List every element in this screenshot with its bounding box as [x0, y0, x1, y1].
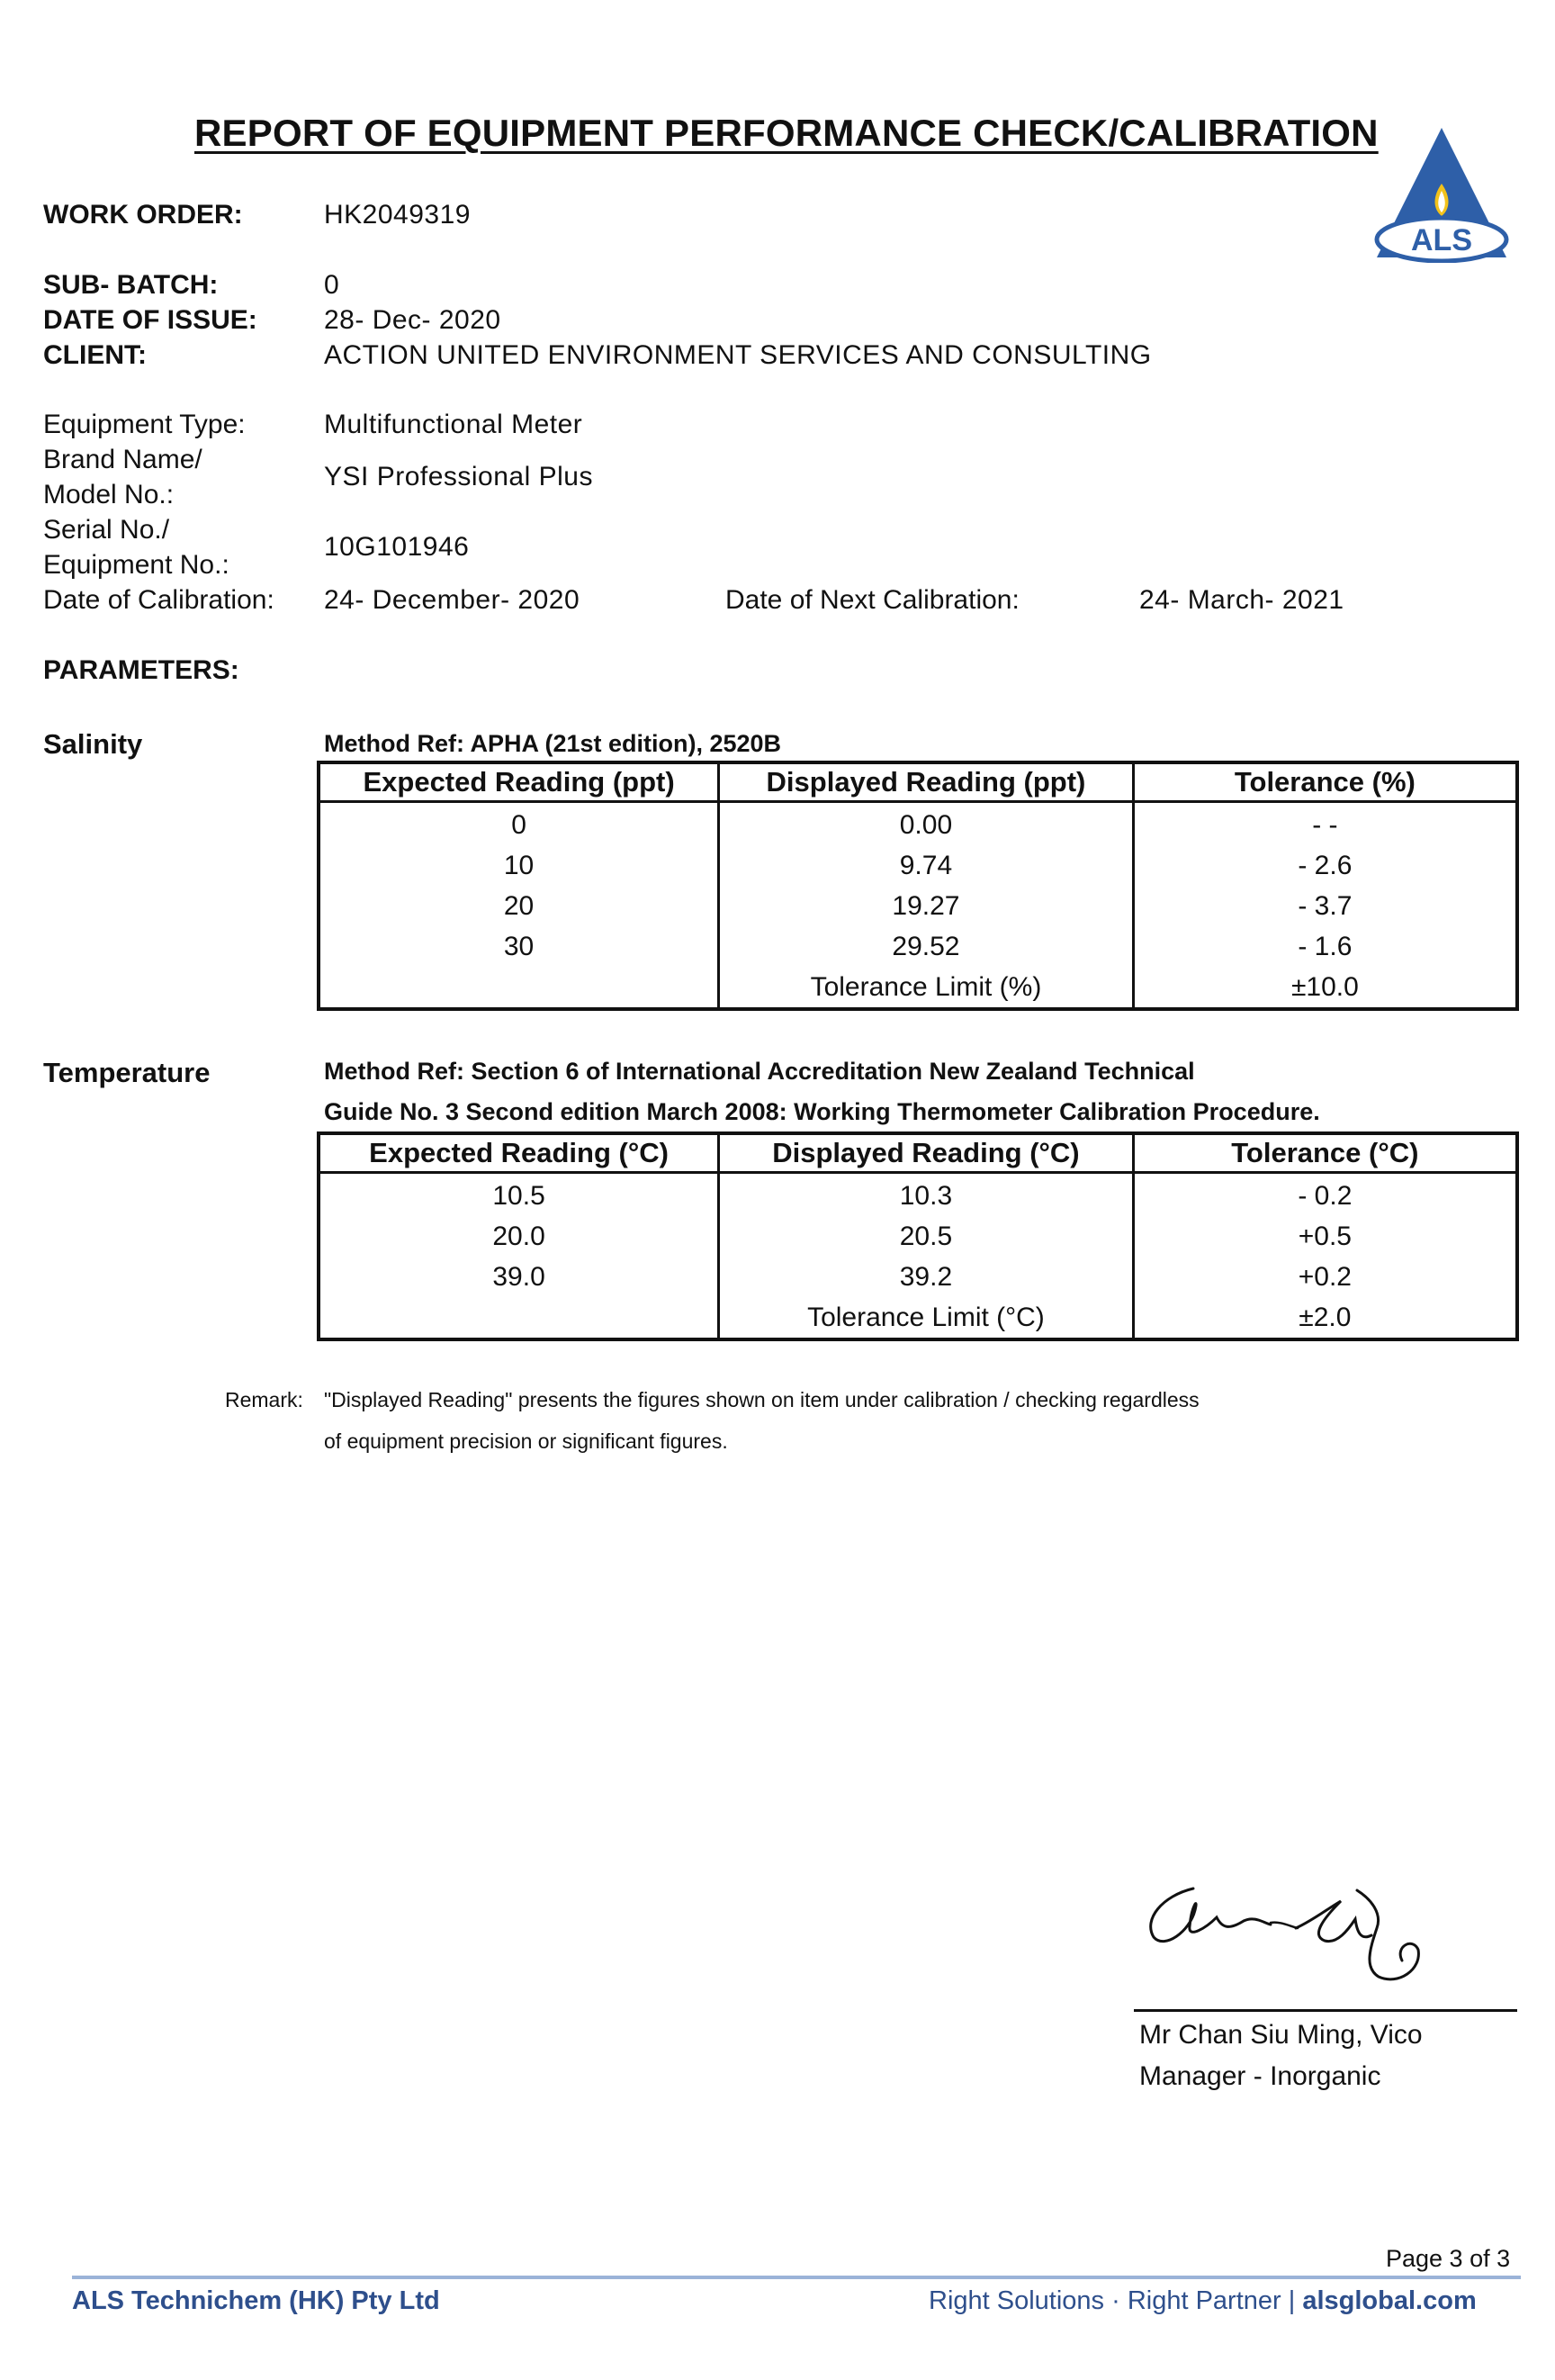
signatory-name: Mr Chan Siu Ming, Vico [1139, 2020, 1423, 2050]
remark-label: Remark: [225, 1388, 303, 1411]
parameters-heading: PARAMETERS: [43, 655, 239, 685]
tolerance-limit-row [319, 967, 1517, 1009]
serial-value: 10G101946 [324, 532, 470, 562]
salinity-method-ref: Method Ref: APHA (21st edition), 2520B [324, 730, 782, 757]
date-of-issue-label: DATE OF ISSUE: [43, 305, 257, 335]
column-header: Displayed Reading (ppt) [719, 762, 1134, 802]
column-header: Tolerance (°C) [1133, 1133, 1517, 1173]
displayed-reading-cell: 10.3 [719, 1173, 1134, 1217]
table-header-row [319, 1133, 1517, 1173]
work-order-value: HK2049319 [324, 200, 471, 230]
signatory-title: Manager - Inorganic [1139, 2061, 1381, 2091]
temperature-method-ref-line1: Method Ref: Section 6 of International Accreditation New Zealand Technical [324, 1058, 1195, 1085]
tolerance-cell: - 3.7 [1133, 886, 1517, 926]
displayed-reading-cell: 9.74 [719, 845, 1134, 886]
tolerance-cell: - 2.6 [1133, 845, 1517, 886]
tolerance-limit-label: Tolerance Limit (%) [719, 967, 1134, 1009]
tolerance-limit-value: ±10.0 [1133, 967, 1517, 1009]
tolerance-limit-row [319, 1297, 1517, 1339]
date-of-issue-value: 28- Dec- 2020 [324, 305, 501, 335]
table-row [319, 1257, 1517, 1297]
tolerance-cell: - 0.2 [1133, 1173, 1517, 1217]
column-header: Expected Reading (°C) [319, 1133, 719, 1173]
als-logo-icon [1370, 126, 1514, 263]
expected-reading-cell: 10.5 [319, 1173, 719, 1217]
table-row [319, 1173, 1517, 1217]
displayed-reading-cell: 29.52 [719, 926, 1134, 967]
expected-reading-cell: 0 [319, 802, 719, 846]
tolerance-cell: - - [1133, 802, 1517, 846]
temperature-table [317, 1131, 1519, 1341]
sub-batch-value: 0 [324, 270, 340, 300]
footer-website-link[interactable]: alsglobal.com [1302, 2286, 1477, 2315]
remark-line2: of equipment precision or significant figures. [324, 1429, 728, 1453]
table-row [319, 886, 1517, 926]
remark-line1: "Displayed Reading" presents the figures shown on item under calibration / checking regardless [324, 1388, 1200, 1411]
expected-reading-cell: 10 [319, 845, 719, 886]
displayed-reading-cell: 0.00 [719, 802, 1134, 846]
displayed-reading-cell: 19.27 [719, 886, 1134, 926]
signature-line [1134, 2009, 1517, 2012]
calibration-date-label: Date of Calibration: [43, 585, 274, 615]
client-label: CLIENT: [43, 340, 147, 370]
next-calibration-value: 24- March- 2021 [1139, 585, 1344, 615]
work-order-label: WORK ORDER: [43, 200, 243, 230]
footer-company: ALS Technichem (HK) Pty Ltd [72, 2286, 440, 2315]
serial-label-line2: Equipment No.: [43, 550, 229, 580]
report-title: REPORT OF EQUIPMENT PERFORMANCE CHECK/CALIBRATION [194, 112, 1379, 154]
empty-cell [319, 967, 719, 1009]
column-header: Expected Reading (ppt) [319, 762, 719, 802]
table-header-row [319, 762, 1517, 802]
table-row [319, 802, 1517, 846]
footer-tagline [929, 2286, 1477, 2316]
als-logo-text: ALS [1411, 223, 1472, 257]
expected-reading-cell: 39.0 [319, 1257, 719, 1297]
signature [1136, 1863, 1442, 1998]
tolerance-cell: - 1.6 [1133, 926, 1517, 967]
sub-batch-label: SUB- BATCH: [43, 270, 219, 300]
expected-reading-cell: 20.0 [319, 1216, 719, 1257]
footer-rule [72, 2276, 1521, 2279]
temperature-method-ref-line2: Guide No. 3 Second edition March 2008: Working Thermometer Calibration Procedure. [324, 1098, 1320, 1125]
column-header: Displayed Reading (°C) [719, 1133, 1134, 1173]
displayed-reading-cell: 39.2 [719, 1257, 1134, 1297]
expected-reading-cell: 20 [319, 886, 719, 926]
brand-label-line1: Brand Name/ [43, 445, 202, 474]
tolerance-cell: +0.2 [1133, 1257, 1517, 1297]
column-header: Tolerance (%) [1133, 762, 1517, 802]
tolerance-cell: +0.5 [1133, 1216, 1517, 1257]
equipment-type-label: Equipment Type: [43, 410, 246, 439]
serial-label-line1: Serial No./ [43, 515, 170, 545]
tolerance-limit-label: Tolerance Limit (°C) [719, 1297, 1134, 1339]
calibration-date-value: 24- December- 2020 [324, 585, 580, 615]
als-logo [1370, 126, 1514, 263]
table-row [319, 845, 1517, 886]
tolerance-limit-value: ±2.0 [1133, 1297, 1517, 1339]
equipment-type-value: Multifunctional Meter [324, 410, 583, 439]
salinity-table [317, 761, 1519, 1011]
salinity-heading: Salinity [43, 728, 143, 760]
expected-reading-cell: 30 [319, 926, 719, 967]
temperature-heading: Temperature [43, 1057, 211, 1088]
table-row [319, 1216, 1517, 1257]
client-value: ACTION UNITED ENVIRONMENT SERVICES AND CONSULTING [324, 340, 1152, 370]
displayed-reading-cell: 20.5 [719, 1216, 1134, 1257]
footer-slogan: Right Solutions · Right Partner | [929, 2286, 1296, 2315]
page-number: Page 3 of 3 [1386, 2245, 1511, 2272]
brand-value: YSI Professional Plus [324, 462, 593, 491]
next-calibration-label: Date of Next Calibration: [725, 585, 1020, 615]
empty-cell [319, 1297, 719, 1339]
signature-image [1136, 1863, 1442, 1998]
table-row [319, 926, 1517, 967]
brand-label-line2: Model No.: [43, 480, 175, 509]
